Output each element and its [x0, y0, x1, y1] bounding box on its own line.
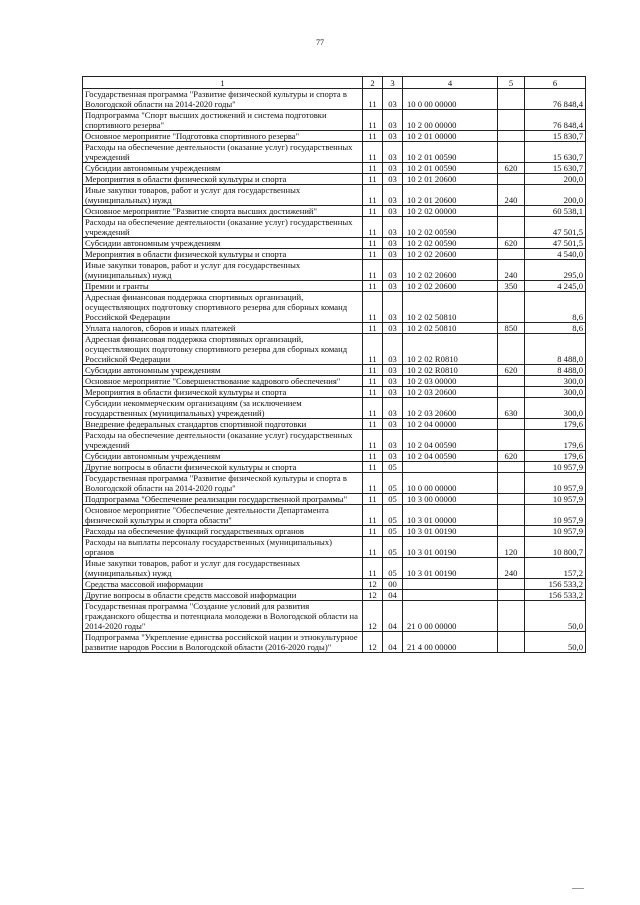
cell-section: 11 [363, 419, 383, 430]
cell-target-article: 10 2 02 00590 [403, 217, 498, 238]
cell-target-article: 10 0 00 00000 [403, 89, 498, 110]
cell-target-article: 21 0 00 00000 [403, 601, 498, 632]
cell-subsection: 05 [383, 505, 403, 526]
table-row [83, 174, 586, 185]
cell-amount: 8 488,0 [525, 334, 586, 365]
cell-target-article [403, 462, 498, 473]
cell-amount: 4 540,0 [525, 249, 586, 260]
cell-subsection: 03 [383, 89, 403, 110]
cell-subsection: 05 [383, 526, 403, 537]
cell-subsection: 04 [383, 632, 403, 653]
budget-table [82, 76, 586, 653]
cell-section: 11 [363, 451, 383, 462]
cell-section: 11 [363, 334, 383, 365]
cell-subsection: 03 [383, 217, 403, 238]
cell-subsection: 03 [383, 163, 403, 174]
cell-name: Основное мероприятие "Подготовка спортивного резерва" [83, 131, 363, 142]
cell-expense-type [498, 462, 525, 473]
cell-target-article: 10 2 02 20600 [403, 249, 498, 260]
cell-amount: 10 957,9 [525, 526, 586, 537]
table-row [83, 537, 586, 558]
table-row [83, 249, 586, 260]
table-row [83, 558, 586, 579]
cell-expense-type [498, 206, 525, 217]
cell-name: Подпрограмма "Обеспечение реализации государственной программы" [83, 494, 363, 505]
cell-name: Иные закупки товаров, работ и услуг для государственных (муниципальных) нужд [83, 185, 363, 206]
cell-section: 11 [363, 217, 383, 238]
cell-name: Расходы на выплаты персоналу государственных (муниципальных) органов [83, 537, 363, 558]
cell-name: Иные закупки товаров, работ и услуг для государственных (муниципальных) нужд [83, 260, 363, 281]
cell-name: Субсидии автономным учреждениям [83, 238, 363, 249]
cell-section: 12 [363, 590, 383, 601]
cell-subsection: 03 [383, 249, 403, 260]
cell-amount: 47 501,5 [525, 217, 586, 238]
table-row [83, 387, 586, 398]
cell-expense-type [498, 334, 525, 365]
cell-expense-type [498, 249, 525, 260]
cell-target-article: 10 3 01 00190 [403, 526, 498, 537]
cell-name: Уплата налогов, сборов и иных платежей [83, 323, 363, 334]
cell-name: Основное мероприятие "Обеспечение деятельности Департамента физической культуры и спорта области" [83, 505, 363, 526]
cell-target-article: 10 2 01 00590 [403, 163, 498, 174]
cell-amount: 156 533,2 [525, 590, 586, 601]
cell-subsection: 03 [383, 131, 403, 142]
cell-expense-type: 240 [498, 558, 525, 579]
cell-target-article: 10 2 02 R0810 [403, 334, 498, 365]
cell-amount: 8 488,0 [525, 365, 586, 376]
cell-subsection: 03 [383, 281, 403, 292]
cell-name: Государственная программа "Развитие физической культуры и спорта в Вологодской области на 2014-2020 годы" [83, 473, 363, 494]
cell-subsection: 05 [383, 537, 403, 558]
cell-target-article: 10 2 04 00000 [403, 419, 498, 430]
cell-target-article [403, 579, 498, 590]
cell-amount: 156 533,2 [525, 579, 586, 590]
cell-subsection: 03 [383, 185, 403, 206]
table-row [83, 473, 586, 494]
cell-amount: 179,6 [525, 451, 586, 462]
cell-section: 11 [363, 131, 383, 142]
table-row [83, 217, 586, 238]
table-row [83, 462, 586, 473]
cell-expense-type: 620 [498, 365, 525, 376]
cell-section: 11 [363, 494, 383, 505]
cell-name: Средства массовой информации [83, 579, 363, 590]
cell-section: 11 [363, 473, 383, 494]
cell-subsection: 05 [383, 473, 403, 494]
cell-expense-type: 630 [498, 398, 525, 419]
cell-target-article: 10 2 03 00000 [403, 376, 498, 387]
cell-target-article: 10 2 03 20600 [403, 398, 498, 419]
cell-name: Расходы на обеспечение функций государственных органов [83, 526, 363, 537]
cell-amount: 200,0 [525, 185, 586, 206]
cell-section: 11 [363, 260, 383, 281]
cell-amount: 300,0 [525, 387, 586, 398]
cell-subsection: 03 [383, 376, 403, 387]
cell-name: Государственная программа "Развитие физической культуры и спорта в Вологодской области на 2014-2020 годы" [83, 89, 363, 110]
table-row [83, 292, 586, 323]
cell-target-article: 10 2 02 20600 [403, 281, 498, 292]
cell-target-article: 10 2 04 00590 [403, 430, 498, 451]
cell-subsection: 05 [383, 558, 403, 579]
cell-target-article: 10 2 01 00590 [403, 142, 498, 163]
cell-section: 11 [363, 365, 383, 376]
cell-name: Расходы на обеспечение деятельности (оказание услуг) государственных учреждений [83, 217, 363, 238]
table-row [83, 323, 586, 334]
table-row [83, 334, 586, 365]
cell-section: 11 [363, 292, 383, 323]
cell-expense-type [498, 142, 525, 163]
cell-name: Субсидии автономным учреждениям [83, 451, 363, 462]
cell-name: Мероприятия в области физической культуры и спорта [83, 387, 363, 398]
cell-target-article [403, 590, 498, 601]
table-row [83, 281, 586, 292]
cell-subsection: 03 [383, 419, 403, 430]
cell-amount: 10 957,9 [525, 505, 586, 526]
cell-target-article: 10 3 00 00000 [403, 494, 498, 505]
table-row [83, 110, 586, 131]
cell-section: 11 [363, 398, 383, 419]
cell-subsection: 03 [383, 323, 403, 334]
cell-amount: 76 848,4 [525, 110, 586, 131]
table-row [83, 376, 586, 387]
cell-target-article: 10 3 01 00190 [403, 558, 498, 579]
cell-amount: 15 830,7 [525, 131, 586, 142]
table-row [83, 206, 586, 217]
table-row [83, 89, 586, 110]
cell-amount: 4 245,0 [525, 281, 586, 292]
cell-subsection: 03 [383, 365, 403, 376]
cell-target-article: 10 2 03 20600 [403, 387, 498, 398]
cell-target-article: 21 4 00 00000 [403, 632, 498, 653]
table-row [83, 260, 586, 281]
cell-expense-type: 620 [498, 238, 525, 249]
cell-name: Другие вопросы в области физической культуры и спорта [83, 462, 363, 473]
table-row [83, 590, 586, 601]
header-cell-subsection: 3 [383, 77, 403, 89]
cell-section: 12 [363, 601, 383, 632]
cell-subsection: 03 [383, 238, 403, 249]
cell-expense-type [498, 473, 525, 494]
cell-name: Адресная финансовая поддержка спортивных организаций, осуществляющих подготовку спортивного резерва для сборных команд Российской Федерации [83, 334, 363, 365]
cell-amount: 10 800,7 [525, 537, 586, 558]
cell-subsection: 03 [383, 174, 403, 185]
cell-amount: 10 957,9 [525, 473, 586, 494]
cell-subsection: 04 [383, 590, 403, 601]
cell-expense-type [498, 590, 525, 601]
cell-expense-type: 120 [498, 537, 525, 558]
cell-section: 12 [363, 579, 383, 590]
cell-target-article: 10 2 01 00000 [403, 131, 498, 142]
table-row [83, 185, 586, 206]
table-row [83, 238, 586, 249]
cell-name: Иные закупки товаров, работ и услуг для государственных (муниципальных) нужд [83, 558, 363, 579]
cell-amount: 8,6 [525, 323, 586, 334]
cell-name: Мероприятия в области физической культуры и спорта [83, 174, 363, 185]
cell-subsection: 03 [383, 451, 403, 462]
cell-subsection: 00 [383, 579, 403, 590]
page-number: 77 [316, 38, 324, 47]
cell-name: Другие вопросы в области средств массовой информации [83, 590, 363, 601]
table-row [83, 632, 586, 653]
table-row [83, 601, 586, 632]
cell-expense-type: 620 [498, 163, 525, 174]
cell-section: 11 [363, 462, 383, 473]
header-cell-name: 1 [83, 77, 363, 89]
cell-expense-type [498, 110, 525, 131]
cell-section: 11 [363, 238, 383, 249]
cell-subsection: 03 [383, 206, 403, 217]
cell-section: 11 [363, 537, 383, 558]
cell-section: 11 [363, 387, 383, 398]
cell-amount: 157,2 [525, 558, 586, 579]
cell-subsection: 04 [383, 601, 403, 632]
cell-section: 11 [363, 163, 383, 174]
cell-expense-type [498, 174, 525, 185]
cell-subsection: 05 [383, 462, 403, 473]
cell-name: Адресная финансовая поддержка спортивных организаций, осуществляющих подготовку спортивного резерва для сборных команд Российской Федерации [83, 292, 363, 323]
cell-target-article: 10 2 02 50810 [403, 323, 498, 334]
cell-amount: 47 501,5 [525, 238, 586, 249]
cell-amount: 50,0 [525, 601, 586, 632]
header-row [83, 77, 586, 89]
header-cell-amount: 6 [525, 77, 586, 89]
cell-target-article: 10 0 00 00000 [403, 473, 498, 494]
cell-section: 11 [363, 142, 383, 163]
cell-amount: 76 848,4 [525, 89, 586, 110]
cell-amount: 295,0 [525, 260, 586, 281]
cell-expense-type [498, 89, 525, 110]
cell-section: 11 [363, 89, 383, 110]
cell-expense-type [498, 494, 525, 505]
cell-target-article: 10 2 04 00590 [403, 451, 498, 462]
cell-section: 11 [363, 206, 383, 217]
cell-expense-type: 240 [498, 260, 525, 281]
cell-subsection: 03 [383, 334, 403, 365]
cell-expense-type [498, 419, 525, 430]
cell-section: 11 [363, 281, 383, 292]
cell-target-article: 10 3 01 00190 [403, 537, 498, 558]
table-row [83, 131, 586, 142]
cell-name: Субсидии автономным учреждениям [83, 365, 363, 376]
cell-expense-type [498, 376, 525, 387]
cell-subsection: 03 [383, 398, 403, 419]
cell-name: Основное мероприятие "Развитие спорта высших достижений" [83, 206, 363, 217]
header-cell-expense-type: 5 [498, 77, 525, 89]
cell-target-article: 10 2 02 20600 [403, 260, 498, 281]
cell-subsection: 03 [383, 430, 403, 451]
cell-subsection: 03 [383, 292, 403, 323]
cell-name: Расходы на обеспечение деятельности (оказание услуг) государственных учреждений [83, 142, 363, 163]
header-cell-section: 2 [363, 77, 383, 89]
cell-name: Субсидии некоммерческим организациям (за исключением государственных (муниципальных) учреждений) [83, 398, 363, 419]
cell-name: Государственная программа "Создание условий для развития гражданского общества и потенциала молодежи в Вологодской области на 2014-2020 годы" [83, 601, 363, 632]
cell-subsection: 03 [383, 260, 403, 281]
cell-amount: 15 630,7 [525, 163, 586, 174]
cell-name: Премии и гранты [83, 281, 363, 292]
cell-section: 11 [363, 558, 383, 579]
cell-amount: 15 630,7 [525, 142, 586, 163]
cell-expense-type [498, 505, 525, 526]
cell-expense-type [498, 430, 525, 451]
cell-expense-type: 240 [498, 185, 525, 206]
cell-subsection: 03 [383, 142, 403, 163]
table-row [83, 451, 586, 462]
cell-section: 12 [363, 632, 383, 653]
cell-target-article: 10 3 01 00000 [403, 505, 498, 526]
cell-section: 11 [363, 249, 383, 260]
cell-section: 11 [363, 185, 383, 206]
cell-subsection: 05 [383, 494, 403, 505]
cell-expense-type [498, 526, 525, 537]
cell-section: 11 [363, 505, 383, 526]
cell-section: 11 [363, 526, 383, 537]
cell-expense-type [498, 579, 525, 590]
cell-expense-type [498, 217, 525, 238]
cell-target-article: 10 2 00 00000 [403, 110, 498, 131]
cell-section: 11 [363, 110, 383, 131]
cell-amount: 8,6 [525, 292, 586, 323]
cell-amount: 50,0 [525, 632, 586, 653]
table-row [83, 163, 586, 174]
cell-expense-type [498, 292, 525, 323]
cell-amount: 60 538,1 [525, 206, 586, 217]
table-row [83, 526, 586, 537]
cell-amount: 10 957,9 [525, 494, 586, 505]
cell-amount: 10 957,9 [525, 462, 586, 473]
table-row [83, 398, 586, 419]
cell-target-article: 10 2 01 20600 [403, 185, 498, 206]
cell-subsection: 03 [383, 110, 403, 131]
header-cell-target-article: 4 [403, 77, 498, 89]
cell-amount: 200,0 [525, 174, 586, 185]
cell-name: Основное мероприятие "Совершенствование кадрового обеспечения" [83, 376, 363, 387]
corner-mark [572, 888, 584, 893]
cell-section: 11 [363, 174, 383, 185]
cell-name: Подпрограмма "Укрепление единства российской нации и этнокультурное развитие народов России в Вологодской области (2016-2020 годы)" [83, 632, 363, 653]
cell-target-article: 10 2 02 00590 [403, 238, 498, 249]
cell-amount: 300,0 [525, 398, 586, 419]
cell-name: Субсидии автономным учреждениям [83, 163, 363, 174]
table-row [83, 365, 586, 376]
cell-name: Внедрение федеральных стандартов спортивной подготовки [83, 419, 363, 430]
cell-name: Расходы на обеспечение деятельности (оказание услуг) государственных учреждений [83, 430, 363, 451]
table-row [83, 419, 586, 430]
cell-amount: 300,0 [525, 376, 586, 387]
table-row [83, 494, 586, 505]
table-row [83, 505, 586, 526]
cell-expense-type [498, 387, 525, 398]
cell-subsection: 03 [383, 387, 403, 398]
cell-expense-type [498, 632, 525, 653]
cell-section: 11 [363, 430, 383, 451]
cell-expense-type: 850 [498, 323, 525, 334]
cell-target-article: 10 2 02 50810 [403, 292, 498, 323]
cell-amount: 179,6 [525, 419, 586, 430]
cell-expense-type: 350 [498, 281, 525, 292]
cell-section: 11 [363, 376, 383, 387]
cell-target-article: 10 2 01 20600 [403, 174, 498, 185]
table-row [83, 579, 586, 590]
cell-expense-type [498, 131, 525, 142]
cell-target-article: 10 2 02 00000 [403, 206, 498, 217]
cell-target-article: 10 2 02 R0810 [403, 365, 498, 376]
table-row [83, 142, 586, 163]
cell-name: Подпрограмма "Спорт высших достижений и система подготовки спортивного резерва" [83, 110, 363, 131]
cell-name: Мероприятия в области физической культуры и спорта [83, 249, 363, 260]
cell-expense-type [498, 601, 525, 632]
table-row [83, 430, 586, 451]
cell-section: 11 [363, 323, 383, 334]
cell-expense-type: 620 [498, 451, 525, 462]
cell-amount: 179,6 [525, 430, 586, 451]
